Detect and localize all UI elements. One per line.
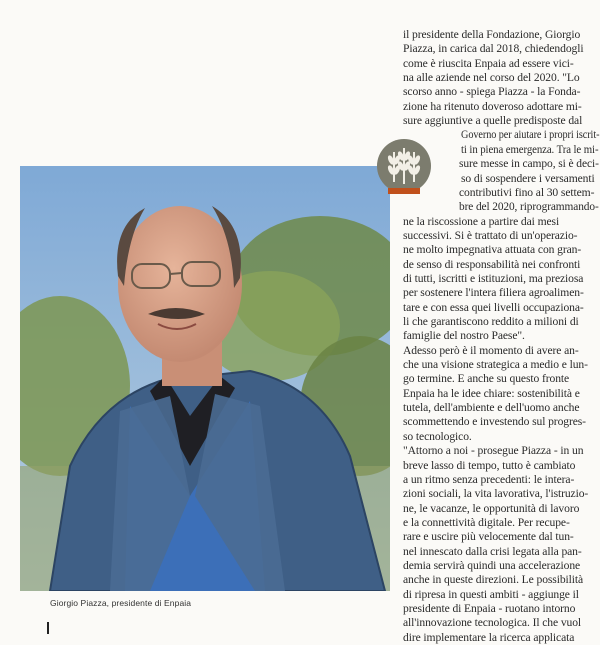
- article-line: ne, le vacanze, le opportunità di lavoro: [403, 501, 580, 515]
- article-line: contributivi fino al 30 settem-: [459, 185, 595, 199]
- article-line: il presidente della Fondazione, Giorgio: [403, 28, 581, 41]
- article-line: Governo per aiutare i propri iscrit-: [461, 128, 600, 142]
- article-line: breve lasso di tempo, tutto è cambiato: [403, 458, 576, 472]
- article-line: ne molto impegnativa attuata con gran-: [403, 243, 582, 257]
- page-marker: [47, 622, 49, 634]
- article-line: per sostenere l'intera filiera agroalimen-: [403, 286, 584, 300]
- article-line: bre del 2020, riprogrammando-: [459, 200, 599, 214]
- photo-caption: Giorgio Piazza, presidente di Enpaia: [50, 598, 192, 608]
- article-line: demia servirà quindi una accelerazione: [403, 558, 581, 572]
- article-line: Adesso però è il momento di avere an-: [403, 343, 579, 357]
- article-line: successivi. Si è trattato di un'operazio-: [403, 228, 578, 242]
- article-line: zioni sociali, la vita lavorativa, l'istruzio-: [403, 487, 589, 501]
- article-line: rare e uscire più velocemente dal tun-: [403, 530, 574, 544]
- article-line: all'innovazione tecnologica. Il che vuol: [403, 616, 582, 630]
- article-line: scommettendo e investendo sul progres-: [403, 415, 586, 429]
- article-line: "Attorno a noi - prosegue Piazza - in un: [403, 444, 584, 458]
- article-line: Piazza, in carica dal 2018, chiedendogli: [403, 42, 584, 56]
- article-line: so tecnologico.: [403, 429, 472, 443]
- article-line: de senso di responsabilità nei confronti: [403, 257, 581, 271]
- article-line: come è riuscita Enpaia ad essere vici-: [403, 56, 574, 70]
- article-line: ti in piena emergenza. Tra le mi-: [461, 142, 599, 156]
- article-line: tare e con essa quei livelli occupaziona-: [403, 300, 584, 314]
- wheat-logo-icon: [376, 138, 432, 198]
- article-line: li che garantiscono reddito a milioni di: [403, 315, 579, 328]
- article-line: anche in queste direzioni. Le possibilità: [403, 573, 584, 587]
- article-line: a un ritmo senza precedenti: le intera-: [403, 472, 575, 486]
- article-line: di ripresa in questi ambiti - aggiunge il: [403, 587, 579, 601]
- article-line: e la connettività digitale. Per recupe-: [403, 515, 570, 529]
- article-line: scorso anno - spiega Piazza - la Fonda-: [403, 85, 581, 99]
- article-line: dire implementare la ricerca applicata: [403, 630, 575, 644]
- article-line: so di sospendere i versamenti: [461, 171, 595, 185]
- article-line: nel innescato dalla crisi legata alla pan-: [403, 544, 582, 558]
- article-line: di tutti, iscritti e istituzioni, ma preziosa: [403, 271, 584, 285]
- article-line: sure aggiuntive a quelle predisposte dal: [403, 114, 583, 128]
- portrait-photo: [20, 166, 390, 591]
- article-line: ne la riscossione a partire dai mesi: [403, 214, 560, 228]
- article-line: che una visione strategica a medio e lun-: [403, 358, 588, 372]
- article-line: Enpaia ha le idee chiare: sostenibilità e: [403, 386, 580, 400]
- article-line: zione ha ritenuto doveroso adottare mi-: [403, 99, 582, 113]
- portrait-image: [20, 166, 390, 591]
- article-line: tutela, dell'ambiente e dell'uomo anche: [403, 401, 580, 415]
- article-line: go termine. E anche su questo fronte: [403, 372, 570, 386]
- article-line: sure messe in campo, si è deci-: [459, 157, 599, 171]
- article-line: famiglie del nostro Paese".: [403, 329, 525, 343]
- article-line: na alle aziende nel corso del 2020. "Lo: [403, 71, 580, 85]
- article-line: presidente di Enpaia - ruotano intorno: [403, 602, 576, 615]
